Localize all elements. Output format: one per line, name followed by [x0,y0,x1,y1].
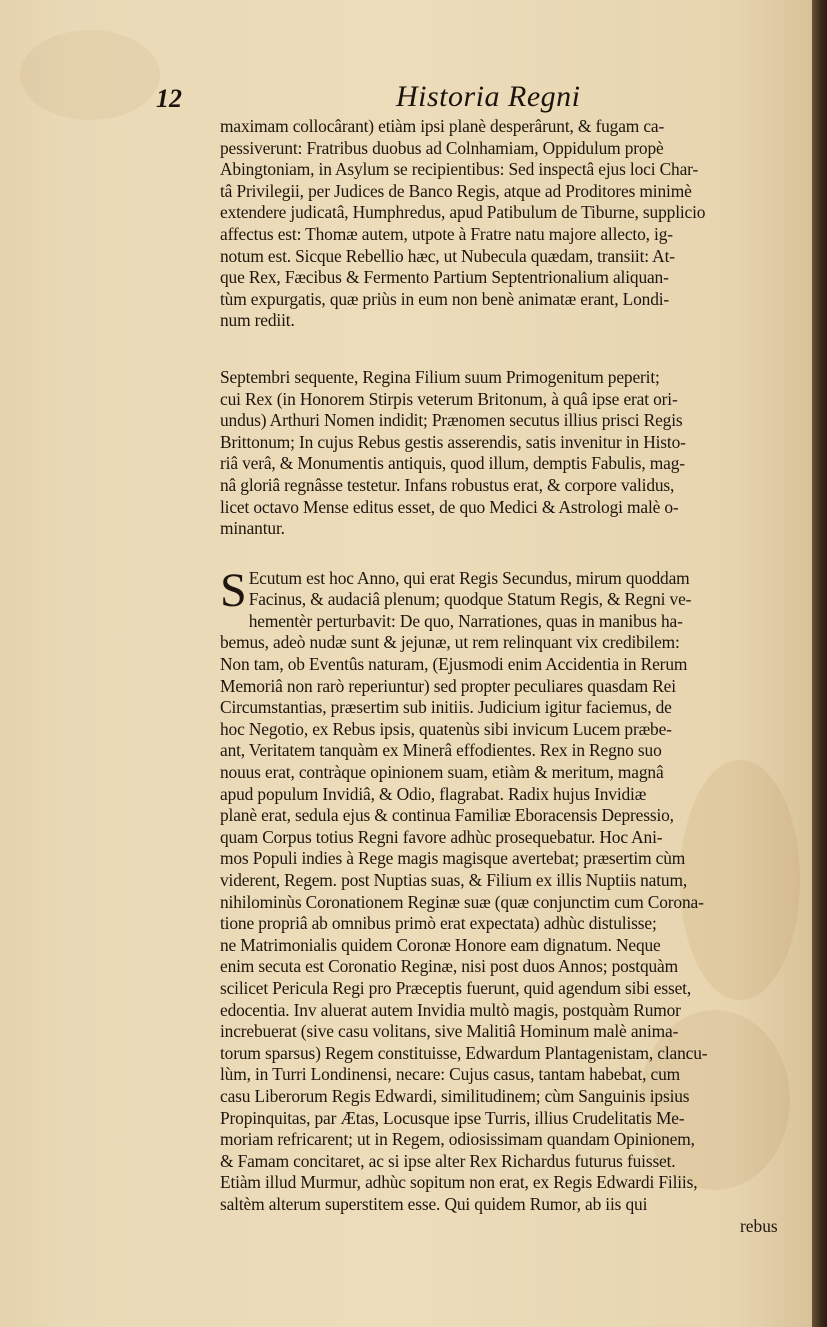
text-line: cui Rex (in Honorem Stirpis veterum Britonum, à quâ ipse erat ori- [220,388,678,409]
text-line: extendere judicatâ, Humphredus, apud Patibulum de Tiburne, supplicio [220,202,706,223]
text-line: tione propriâ ab omnibus primò erat expectata) adhùc distulisse; [220,913,657,934]
text-line: ne Matrimonialis quidem Coronæ Honore eam dignatum. Neque [220,934,661,955]
text-line: viderent, Regem. post Nuptias suas, & Filium ex illis Nuptiis natum, [220,870,688,890]
text-line: Septembri sequente, Regina Filium suum Primogenitum peperit; [220,366,660,387]
text-line: maximam collocârant) etiàm ipsi planè desperârunt, & fugam ca- [220,116,665,136]
text-line: quam Corpus totius Regni favore adhùc prosequebatur. Hoc Ani- [220,826,663,847]
text-line: minantur. [220,518,285,539]
text-line: nouus erat, contràque opinionem suam, etiàm & meritum, magnâ [220,762,664,783]
text-line: moriam refricarent; ut in Regem, odiosissimam quandam Opinionem, [220,1129,695,1150]
text-line: apud populum Invidiâ, & Odio, flagrabat. Radix hujus Invidiæ [220,783,647,804]
text-line: licet octavo Mense editus esset, de quo Medici & Astrologi malè o- [220,496,679,517]
text-line: Non tam, ob Eventûs naturam, (Ejusmodi enim Accidentia in Rerum [220,654,688,675]
text-line: planè erat, sedula ejus & continua Familiæ Eboracensis Depressio, [220,805,674,826]
section-gap [220,540,786,568]
text-line: Memoriâ non rarò reperiuntur) sed propter peculiares quasdam Rei [220,675,676,696]
text-line: saltèm alterum superstitem esse. Qui quidem Rumor, ab iis qui [220,1193,648,1214]
text-line: mos Populi indies à Rege magis magisque avertebat; præsertim cùm [220,848,686,869]
foxing-stain [20,30,160,120]
text-line: undus) Arthuri Nomen indidit; Prænomen secutus illius prisci Regis [220,410,683,431]
text-line: lùm, in Turri Londinensi, necare: Cujus casus, tantam habebat, cum [220,1064,681,1085]
text-line: notum est. Sicque Rebellio hæc, ut Nubecula quædam, transiit: At- [220,245,675,266]
text-line: scilicet Pericula Regi pro Præceptis fuerunt, quid agendum sibi esset, [220,977,692,998]
text-line: Abingtoniam, in Asylum se recipientibus: Sed inspectâ ejus loci Char- [220,159,699,180]
text-line: Brittonum; In cujus Rebus gestis asserendis, satis invenitur in Histo- [220,431,686,452]
text-line: Ecutum est hoc Anno, qui erat Regis Secundus, mirum quoddam [248,567,690,588]
text-line: Facinus, & audaciâ plenum; quodque Statum Regis, & Regni ve- [248,589,692,610]
text-line: Propinquitas, par Ætas, Locusque ipse Turris, illius Crudelitatis Me- [220,1107,685,1128]
text-line: Etiàm illud Murmur, adhùc sopitum non erat, ex Regis Edwardi Filiis, [220,1172,698,1193]
text-line: Circumstantias, præsertim sub initiis. Judicium igitur faciemus, de [220,697,672,718]
paragraph [220,563,786,1216]
text-line: increbuerat (sive casu volitans, sive Malitiâ Hominum malè anima- [220,1021,679,1042]
text-block [220,116,786,1216]
text-line: ant, Veritatem tanquàm ex Minerâ effodientes. Rex in Regno suo [220,740,662,761]
text-line: casu Liberorum Regis Edwardi, similitudinem; cùm Sanguinis ipsius [220,1085,690,1106]
text-line: edocentia. Inv aluerat autem Invidia multò magis, postquàm Rumor [220,999,681,1020]
text-line: affectus est: Thomæ autem, utpote à Fratre natu majore allecto, ig- [220,223,673,244]
text-line: tùm expurgatis, quæ priùs in eum non benè animatæ erant, Londi- [220,288,670,309]
text-line: num rediit. [220,310,295,331]
page-number: 12 [156,84,182,113]
text-line: hoc Negotio, ex Rebus ipsis, quatenùs sibi invicum Lucem præbe- [220,718,672,739]
text-line: enim secuta est Coronatio Reginæ, nisi post duos Annos; postquàm [220,956,678,977]
text-line: & Famam concitaret, ac si ipse alter Rex Richardus futurus fuisset. [220,1150,676,1171]
text-line: hementèr perturbavit: De quo, Narrationes, quas in manibus ha- [248,610,683,631]
paragraph [220,367,786,540]
drop-cap: S [220,563,247,617]
paragraph-gap [220,332,786,367]
running-head: Historia Regni [396,80,581,113]
book-binding-edge [812,0,827,1327]
text-line: nâ gloriâ regnâsse testetur. Infans robustus erat, & corpore validus, [220,474,675,495]
text-line: nihilominùs Coronationem Reginæ suæ (quæ conjunctim cum Corona- [220,891,704,912]
catchword: rebus [740,1216,778,1236]
page-header [150,80,790,120]
text-line: pessiverunt: Fratribus duobus ad Colnhamiam, Oppidulum propè [220,137,664,158]
text-line: torum sparsus) Regem constituisse, Edwardum Plantagenistam, clancu- [220,1042,708,1063]
text-line: tâ Privilegii, per Judices de Banco Regis, atque ad Proditores minimè [220,180,692,201]
text-line: que Rex, Fæcibus & Fermento Partium Septentrionalium aliquan- [220,267,669,288]
paragraph [220,116,786,332]
text-line: bemus, adeò nudæ sunt & jejunæ, ut rem relinquant vix credibilem: [220,632,680,653]
text-line: riâ verâ, & Monumentis antiquis, quod illum, demptis Fabulis, mag- [220,453,685,474]
